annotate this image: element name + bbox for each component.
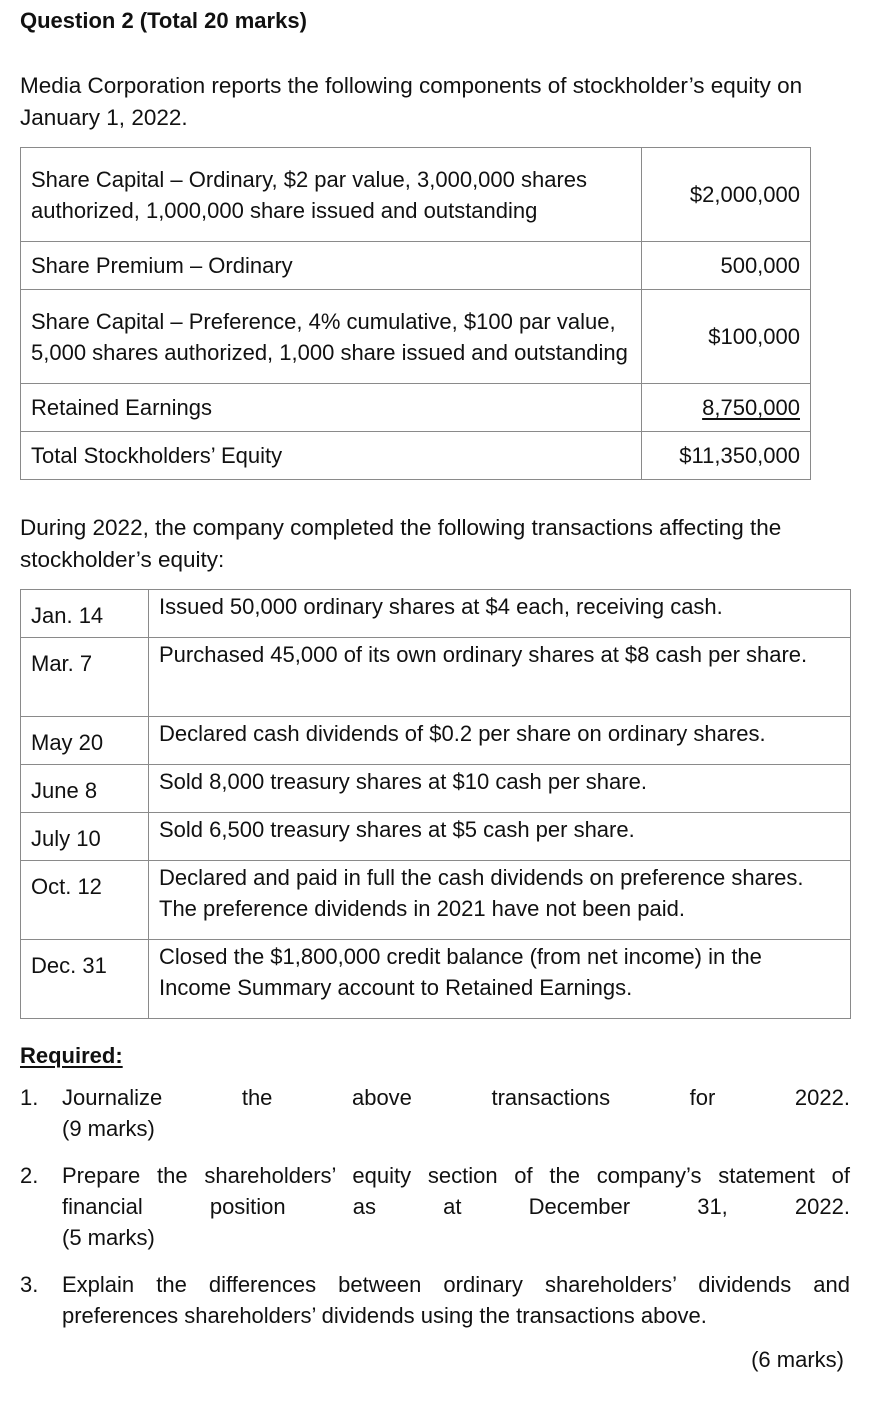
transaction-date: July 10	[21, 813, 149, 861]
table-row	[21, 148, 811, 242]
requirement-text: Explain the differences between ordinary shareholders’ dividends and	[62, 1272, 850, 1297]
equity-amount: 8,750,000	[702, 395, 800, 420]
required-heading: Required:	[20, 1043, 123, 1068]
requirement-text: Journalize the above transactions for 2022.	[62, 1085, 850, 1110]
requirement-marks: (5 marks)	[62, 1225, 155, 1250]
table-row	[21, 940, 851, 1019]
requirement-number: 3.	[20, 1272, 39, 1297]
table-row	[21, 813, 851, 861]
table-row	[21, 242, 811, 290]
table-row	[21, 384, 811, 432]
transaction-date: Mar. 7	[21, 638, 149, 717]
requirement-marks: (9 marks)	[62, 1116, 155, 1141]
equity-amount: $100,000	[642, 290, 811, 384]
requirement-text-cont: financial position as at December 31, 2022.	[62, 1194, 850, 1219]
equity-table	[20, 147, 811, 480]
transaction-date: May 20	[21, 717, 149, 765]
transaction-date: Dec. 31	[21, 940, 149, 1019]
intro-text: Media Corporation reports the following components of stockholder’s equity on January 1, 2022.	[20, 73, 803, 130]
requirement-marks: (6 marks)	[751, 1347, 844, 1372]
transaction-description: Closed the $1,800,000 credit balance (from net income) in the Income Summary account to Retained Earnings.	[149, 940, 851, 1019]
equity-label: Share Premium – Ordinary	[21, 242, 642, 290]
equity-amount: $2,000,000	[642, 148, 811, 242]
equity-label: Total Stockholders’ Equity	[21, 432, 642, 480]
equity-label: Share Capital – Preference, 4% cumulative, $100 par value, 5,000 shares authorized, 1,000 share issued and outstanding	[21, 290, 642, 384]
transactions-intro: During 2022, the company completed the following transactions affecting the stockholder’s equity:	[20, 515, 782, 572]
transactions-table	[20, 589, 851, 1019]
transaction-description: Sold 6,500 treasury shares at $5 cash per share.	[149, 813, 851, 861]
table-row	[21, 590, 851, 638]
equity-total-amount: $11,350,000	[642, 432, 811, 480]
table-row	[21, 432, 811, 480]
equity-label: Share Capital – Ordinary, $2 par value, 3,000,000 shares authorized, 1,000,000 share issued and outstanding	[21, 148, 642, 242]
requirement-text: Prepare the shareholders’ equity section of the company’s statement of	[62, 1163, 850, 1188]
requirement-1	[20, 1082, 850, 1146]
transaction-description: Sold 8,000 treasury shares at $10 cash per share.	[149, 765, 851, 813]
requirement-number: 1.	[20, 1085, 39, 1110]
equity-label: Retained Earnings	[21, 384, 642, 432]
requirement-number: 2.	[20, 1163, 39, 1188]
transaction-date: June 8	[21, 765, 149, 813]
transaction-description: Purchased 45,000 of its own ordinary shares at $8 cash per share.	[149, 638, 851, 717]
transaction-description: Declared cash dividends of $0.2 per share on ordinary shares.	[149, 717, 851, 765]
table-row	[21, 765, 851, 813]
equity-amount: 500,000	[642, 242, 811, 290]
table-row	[21, 290, 811, 384]
table-row	[21, 717, 851, 765]
table-row	[21, 861, 851, 940]
requirement-text-cont: preferences shareholders’ dividends using the transactions above.	[62, 1303, 707, 1328]
requirement-3	[20, 1269, 850, 1333]
transaction-description: Declared and paid in full the cash dividends on preference shares. The preference dividends in 2021 have not been paid.	[149, 861, 851, 940]
transaction-description: Issued 50,000 ordinary shares at $4 each, receiving cash.	[149, 590, 851, 638]
requirement-2	[20, 1160, 850, 1254]
transaction-date: Jan. 14	[21, 590, 149, 638]
table-row	[21, 638, 851, 717]
transaction-date: Oct. 12	[21, 861, 149, 940]
question-title: Question 2 (Total 20 marks)	[20, 8, 307, 33]
